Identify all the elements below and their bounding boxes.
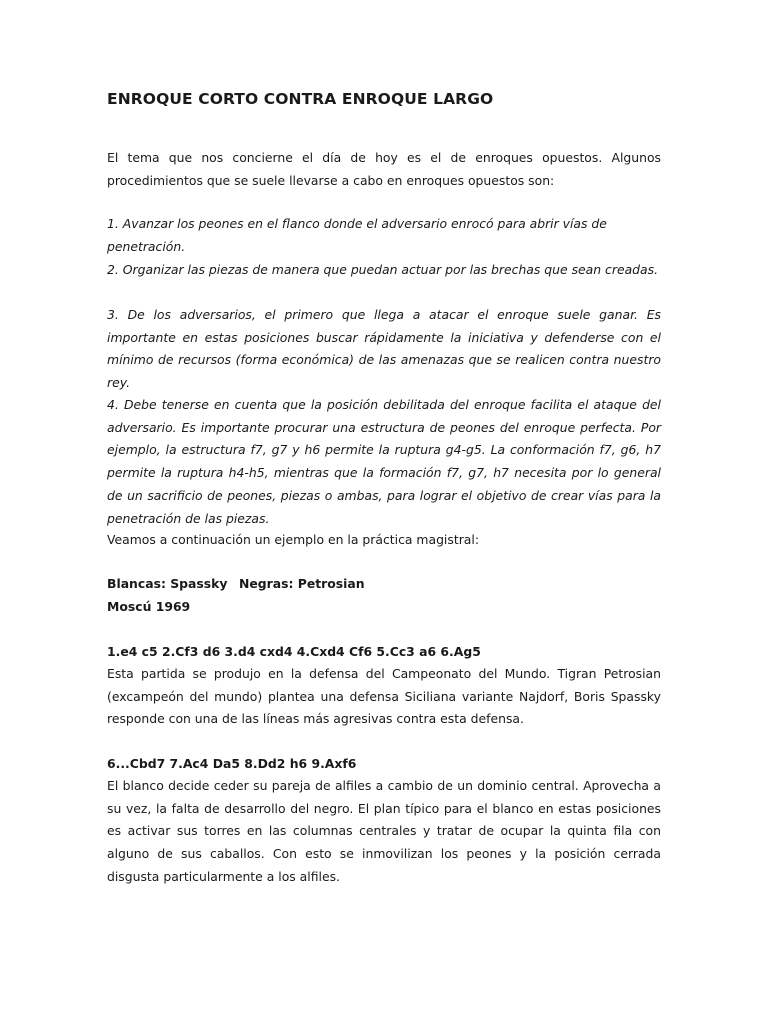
commentary-1: Esta partida se produjo en la defensa del Campeonato del Mundo. Tigran Petrosian (excampeón del mundo) plantea una defensa Siciliana variante Najdorf, Boris Spassky responde con una de las líneas más agresivas contra esta defensa. [107,666,661,727]
point-1: 1. Avanzar los peones en el flanco donde el adversario enrocó para abrir vías de penetración. [107,216,607,254]
point-3: 3. De los adversarios, el primero que llega a atacar el enroque suele ganar. Es importante en estas posiciones buscar rápidamente la iniciativa y defenderse con el mínimo de recursos (forma económica) de las amenazas que se realicen contra nuestro rey. [107,307,661,391]
lead-paragraph: Veamos a continuación un ejemplo en la práctica magistral: [107,532,479,547]
document-title: ENROQUE CORTO CONTRA ENROQUE LARGO [107,90,494,108]
point-4: 4. Debe tenerse en cuenta que la posición debilitada del enroque facilita el ataque del adversario. Es importante procurar una estructura de peones del enroque perfecta. Por ejemplo, la estructura f7, g7 y h6 permite la ruptura g4-g5. La conformación f7, g6, h7 permite la ruptura h4-h5, mientras que la formación f7, g7, h7 necesita por lo general de un sacrificio de peones, piezas o ambas, para lograr el objetivo de crear vías para la penetración de las piezas. [107,397,661,526]
game-place: Moscú 1969 [107,599,191,614]
intro-paragraph: El tema que nos concierne el día de hoy es el de enroques opuestos. Algunos procedimientos que se suele llevarse a cabo en enroques opuestos son: [107,150,661,188]
game-players [107,573,365,596]
moves-heading-1: 1.e4 c5 2.Cf3 d6 3.d4 cxd4 4.Cxd4 Cf6 5.Cc3 a6 6.Ag5 [107,644,481,659]
white-player: Blancas: Spassky [107,576,228,591]
moves-heading-2: 6...Cbd7 7.Ac4 Da5 8.Dd2 h6 9.Axf6 [107,756,357,771]
black-player: Negras: Petrosian [239,576,365,591]
point-2: 2. Organizar las piezas de manera que puedan actuar por las brechas que sean creadas. [107,262,659,277]
commentary-2: El blanco decide ceder su pareja de alfiles a cambio de un dominio central. Aprovecha a su vez, la falta de desarrollo del negro. El plan típico para el blanco en estas posiciones es activar sus torres en las columnas centrales y tratar de ocupar la quinta fila con alguno de sus caballos. Con esto se inmovilizan los peones y la posición cerrada disgusta particularmente a los alfiles. [107,778,661,884]
